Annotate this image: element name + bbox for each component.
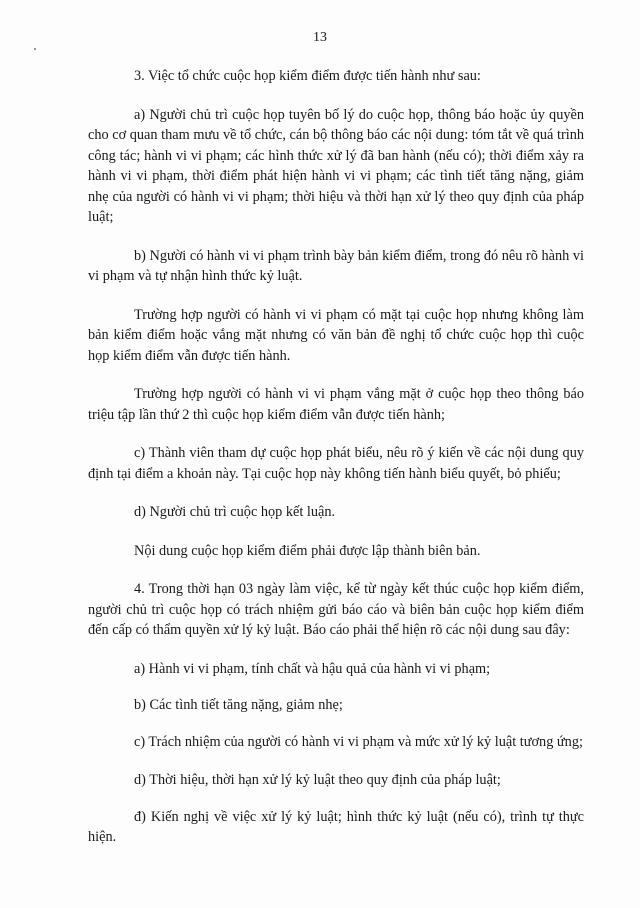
document-body [88, 66, 584, 866]
paragraph-3d: d) Người chủ trì cuộc họp kết luận. [134, 504, 336, 520]
paragraph-section-3: 3. Việc tổ chức cuộc họp kiểm điểm được tiến hành như sau: [134, 68, 481, 84]
paragraph-case-present: Trường hợp người có hành vi vi phạm có mặt tại cuộc họp nhưng không làm bản kiểm điểm hoặc vắng mặt nhưng có văn bản đề nghị tổ chức cuộc họp thì cuộc họp kiểm điểm vẫn được tiến hành. [88, 306, 584, 364]
paragraph-3b: b) Người có hành vi vi phạm trình bày bản kiểm điểm, trong đó nêu rõ hành vi vi phạm và tự nhận hình thức kỷ luật. [88, 247, 584, 284]
scan-speck [34, 48, 36, 50]
paragraph-4b: b) Các tình tiết tăng nặng, giảm nhẹ; [134, 697, 343, 713]
paragraph-4a: a) Hành vi vi phạm, tính chất và hậu quả của hành vi vi phạm; [134, 660, 491, 677]
paragraph-section-4: 4. Trong thời hạn 03 ngày làm việc, kể từ ngày kết thúc cuộc họp kiểm điểm, người chủ trì cuộc họp có trách nhiệm gửi báo cáo và biên bản cuộc họp kiểm điểm đến cấp có thẩm quyền xử lý kỷ luật. Báo cáo phải thể hiện rõ các nội dung sau đây: [88, 581, 584, 638]
paragraph-4c: c) Trách nhiệm của người có hành vi vi phạm và mức xử lý kỷ luật tương ứng; [134, 733, 583, 750]
page-number: 13 [313, 30, 327, 45]
paragraph-case-absent: Trường hợp người có hành vi vi phạm vắng mặt ở cuộc họp theo thông báo triệu tập lần thứ 2 thì cuộc họp kiểm điểm vẫn được tiến hành; [88, 386, 584, 423]
paragraph-3a: a) Người chủ trì cuộc họp tuyên bố lý do cuộc họp, thông báo hoặc ủy quyền cho cơ quan tham mưu về tổ chức, cán bộ thông báo các nội dung: tóm tắt về quá trình công tác; hành vi vi phạm; các hình thức xử lý đã ban hành (nếu có); thời điểm xảy ra hành vi vi phạm, thời điểm phát hiện hành vi vi phạm; các tình tiết tăng nặng, giảm nhẹ của người có hành vi vi phạm; thời hiệu và thời hạn xử lý theo quy định của pháp luật; [88, 106, 584, 225]
paragraph-3c: c) Thành viên tham dự cuộc họp phát biểu, nêu rõ ý kiến về các nội dung quy định tại điểm a khoản này. Tại cuộc họp này không tiến hành biểu quyết, bỏ phiếu; [88, 445, 584, 482]
paragraph-minutes: Nội dung cuộc họp kiểm điểm phải được lập thành biên bản. [134, 542, 481, 559]
paragraph-4dd: đ) Kiến nghị về việc xử lý kỷ luật; hình thức kỷ luật (nếu có), trình tự thực hiện. [88, 808, 584, 845]
paragraph-4d: d) Thời hiệu, thời hạn xử lý kỷ luật theo quy định của pháp luật; [134, 772, 501, 788]
